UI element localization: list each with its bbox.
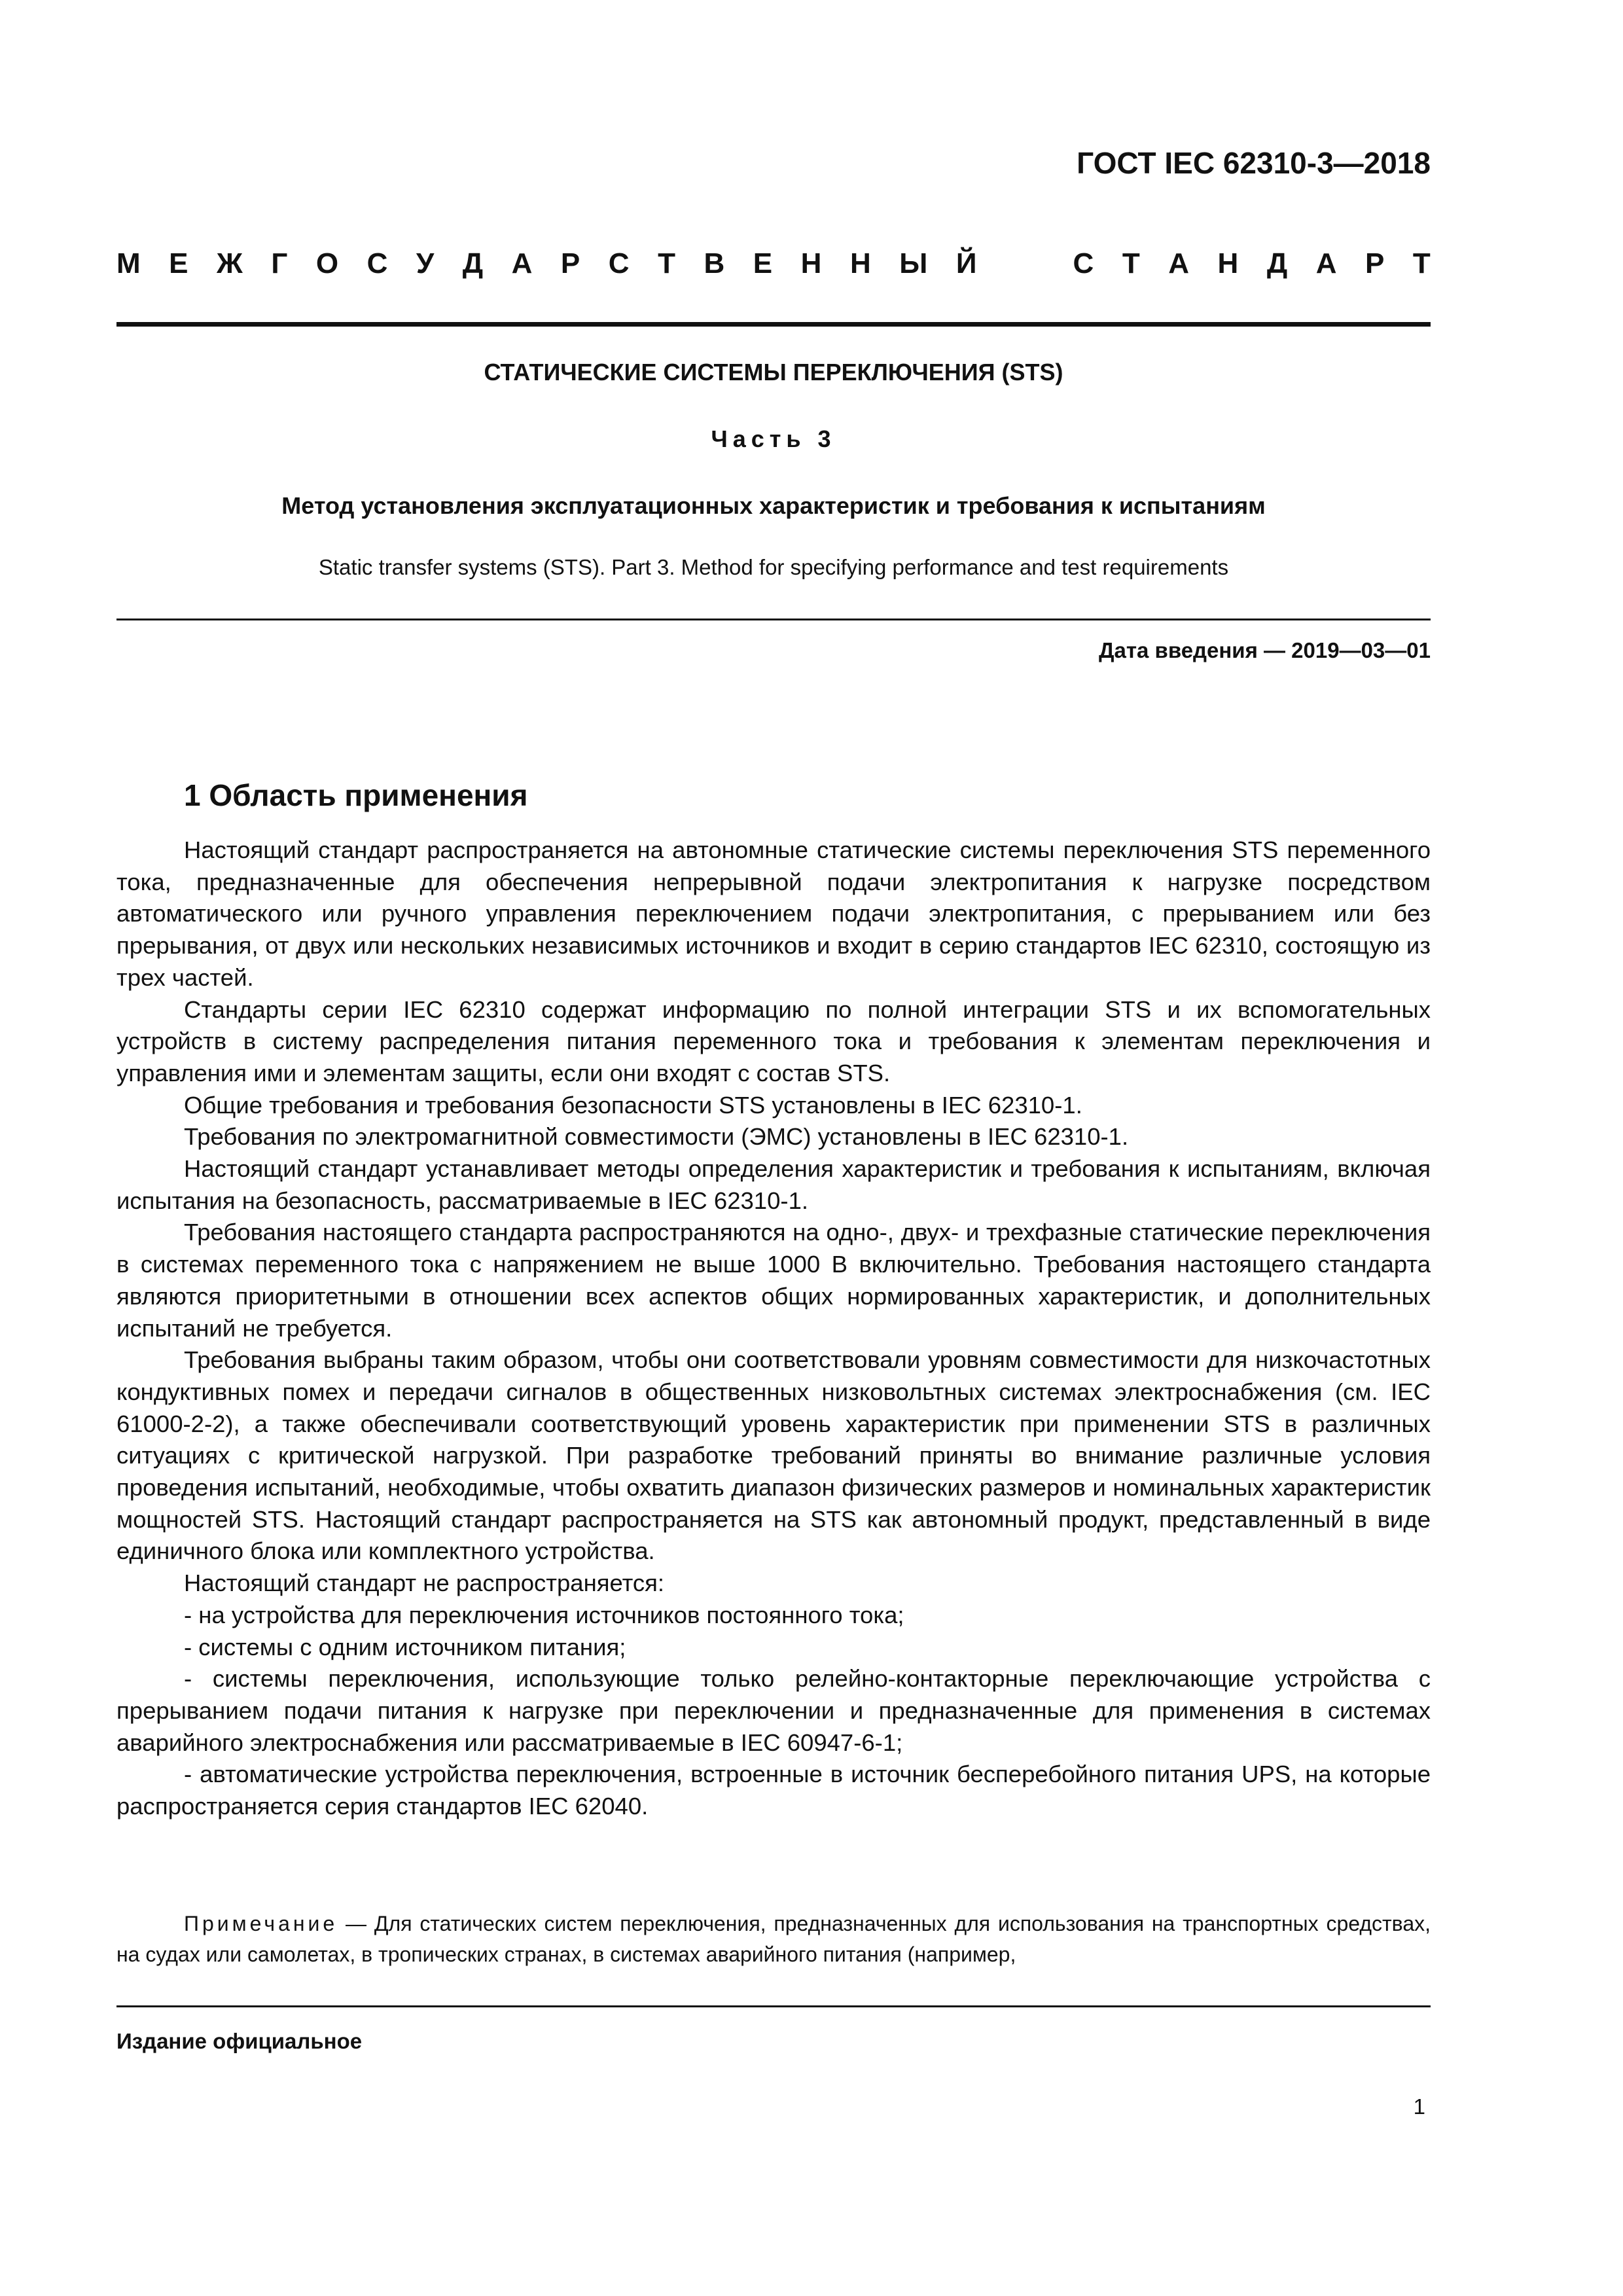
- document-page: [116, 0, 1431, 2296]
- banner-letter: Й: [955, 247, 977, 279]
- banner-letter: Р: [1364, 247, 1385, 279]
- section-body: [116, 834, 1431, 1823]
- introduction-date: Дата введения — 2019—03—01: [1099, 638, 1431, 662]
- paragraph: Требования выбраны таким образом, чтобы они соответствовали уровням совместимости для низкочастотных кондуктивных помех и передачи сигналов в общественных низковольтных системах электроснабжения (см. IEC 61000-2-2), а также обеспечивали соответствующий уровень характеристик при применении STS в различных ситуациях с критической нагрузкой. При разработке требований приняты во внимание различные условия проведения испытаний, необходимые, чтобы охватить диапазон физических размеров и номинальных характеристик мощностей STS. Настоящий стандарт распространяется на STS как автономный продукт, представленный в виде единичного блока или комплектного устройства.: [116, 1346, 1431, 1565]
- section-heading: 1 Область применения: [184, 778, 528, 812]
- banner-letter: А: [511, 247, 533, 279]
- banner-letter: О: [315, 247, 339, 279]
- banner-letter: Т: [658, 247, 675, 279]
- paragraph: Настоящий стандарт распространяется на автономные статические системы переключения STS переменного тока, предназначенные для обеспечения непрерывной подачи электропитания к нагрузке посредством автоматического или ручного управления переключением подачи электропитания, с прерыванием или без прерывания, от двух или нескольких независимых источников и входит в серию стандартов IEC 62310, состоящую из трех частей.: [116, 836, 1431, 991]
- list-item: - системы переключения, использующие только релейно-контакторные переключающие устройства с прерыванием подачи питания к нагрузке при переключении и предназначенные для применения в системах аварийного электроснабжения или рассматриваемые в IEC 60947-6-1;: [116, 1665, 1431, 1756]
- paragraph: Требования настоящего стандарта распространяются на одно-, двух- и трехфазные статические переключения в системах переменного тока с напряжением не выше 1000 В включительно. Требования настоящего стандарта являются приоритетными в отношении всех аспектов общих нормированных характеристик, и дополнительных испытаний не требуется.: [116, 1219, 1431, 1342]
- document-part: Часть 3: [711, 425, 836, 452]
- title-rule: [116, 619, 1431, 620]
- banner-letter: С: [1073, 247, 1094, 279]
- note-text: — Для статических систем переключения, предназначенных для использования на транспортных средствах, на судах или самолетах, в тропических странах, в системах аварийного питания (например,: [116, 1912, 1431, 1966]
- document-title: СТАТИЧЕСКИЕ СИСТЕМЫ ПЕРЕКЛЮЧЕНИЯ (STS): [484, 359, 1063, 386]
- banner-letter: Е: [753, 247, 773, 279]
- official-edition-label: Издание официальное: [116, 2029, 363, 2053]
- english-title: Static transfer systems (STS). Part 3. Method for specifying performance and test requirements: [318, 555, 1229, 579]
- note-label: Примечание: [184, 1912, 338, 1935]
- banner-letter: Т: [1412, 247, 1431, 279]
- paragraph: Стандарты серии IEC 62310 содержат информацию по полной интеграции STS и их вспомогательных устройств в систему распределения питания переменного тока и требования к элементам переключения и управления ими и элементам защиты, если они входят с состав STS.: [116, 996, 1431, 1086]
- banner-letter: Ы: [899, 247, 928, 279]
- banner-letter: Д: [1266, 247, 1288, 279]
- banner-letter: Н: [849, 247, 871, 279]
- banner-gap: [1005, 247, 1044, 280]
- banner-letter: У: [416, 247, 435, 279]
- banner-letter: Д: [462, 247, 484, 279]
- banner-letter: Г: [271, 247, 288, 279]
- paragraph: Требования по электромагнитной совместимости (ЭМС) установлены в IEC 62310-1.: [184, 1123, 1129, 1151]
- header-rule: [116, 322, 1431, 327]
- page-number: 1: [1413, 2094, 1425, 2119]
- banner-letter: Ж: [217, 247, 243, 279]
- standard-designation: ГОСТ IEC 62310-3—2018: [1077, 146, 1431, 180]
- banner-letter: С: [608, 247, 630, 279]
- paragraph: Общие требования и требования безопасности STS установлены в IEC 62310-1.: [184, 1091, 1082, 1119]
- banner-letter: М: [116, 247, 141, 279]
- banner-letter: Т: [1122, 247, 1140, 279]
- banner-letter: Е: [169, 247, 188, 279]
- banner-letter: В: [704, 247, 725, 279]
- paragraph: Настоящий стандарт не распространяется:: [184, 1570, 665, 1597]
- banner-letter: С: [366, 247, 388, 279]
- note: [116, 1909, 1431, 1970]
- document-subtitle: Метод установления эксплуатационных характеристик и требования к испытаниям: [281, 492, 1266, 519]
- paragraph: Настоящий стандарт устанавливает методы определения характеристик и требования к испытаниям, включая испытания на безопасность, рассматриваемые в IEC 62310-1.: [116, 1155, 1431, 1214]
- banner-letter: Н: [800, 247, 822, 279]
- list-item: - системы с одним источником питания;: [184, 1633, 626, 1660]
- banner-letter: Р: [560, 247, 580, 279]
- interstate-standard-banner: [116, 247, 1431, 280]
- banner-letter: А: [1315, 247, 1337, 279]
- banner-letter: А: [1168, 247, 1189, 279]
- footer-rule: [116, 2005, 1431, 2007]
- list-item: - автоматические устройства переключения, встроенные в источник бесперебойного питания UPS, на которые распространяется серия стандартов IEC 62040.: [116, 1761, 1431, 1820]
- list-item: - на устройства для переключения источников постоянного тока;: [184, 1601, 904, 1628]
- banner-letter: Н: [1217, 247, 1239, 279]
